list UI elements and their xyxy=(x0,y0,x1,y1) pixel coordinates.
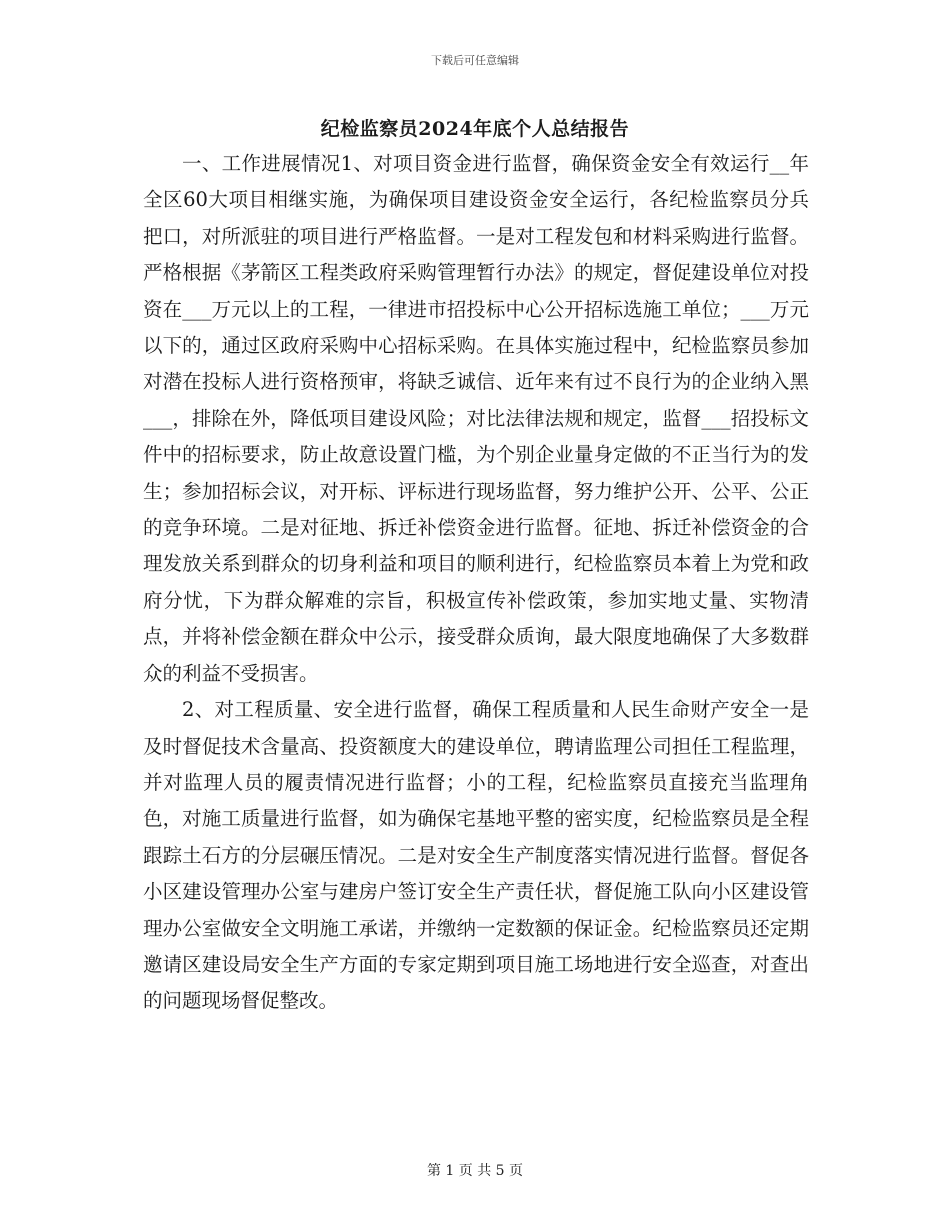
body-paragraph-1: 一、工作进展情况1、对项目资金进行监督，确保资金安全有效运行__年全区60大项目相继实施，为确保项目建设资金安全运行，各纪检监察员分兵把口，对所派驻的项目进行严格监督。一是对工程发包和材料采购进行监督。严格根据《茅箭区工程类政府采购管理暂行办法》的规定，督促建设单位对投资在___万元以上的工程，一律进市招投标中心公开招标选施工单位；___万元以下的，通过区政府采购中心招标采购。在具体实施过程中，纪检监察员参加对潜在投标人进行资格预审，将缺乏诚信、近年来有过不良行为的企业纳入黑___，排除在外，降低项目建设风险；对比法律法规和规定，监督___招投标文件中的招标要求，防止故意设置门槛，为个别企业量身定做的不正当行为的发生；参加招标会议，对开标、评标进行现场监督，努力维护公开、公平、公正的竞争环境。二是对征地、拆迁补偿资金进行监督。征地、拆迁补偿资金的合理发放关系到群众的切身利益和项目的顺利进行，纪检监察员本着上为党和政府分忧，下为群众解难的宗旨，积极宣传补偿政策，参加实地丈量、实物清点，并将补偿金额在群众中公示，接受群众质询，最大限度地确保了大多数群众的利益不受损害。 xyxy=(143,152,809,685)
page-number: 第 1 页 共 5 页 xyxy=(426,1163,524,1179)
document-title: 纪检监察员2024年底个人总结报告 xyxy=(320,118,630,140)
document-body xyxy=(143,146,809,1020)
header-note: 下载后可任意编辑 xyxy=(431,54,519,67)
body-paragraph-2: 2、对工程质量、安全进行监督，确保工程质量和人民生命财产安全一是及时督促技术含量高、投资额度大的建设单位，聘请监理公司担任工程监理，并对监理人员的履责情况进行监督；小的工程，纪检监察员直接充当监理角色，对施工质量进行监督，如为确保宅基地平整的密实度，纪检监察员是全程跟踪土石方的分层碾压情况。二是对安全生产制度落实情况进行监督。督促各小区建设管理办公室与建房户签订安全生产责任状，督促施工队向小区建设管理办公室做安全文明施工承诺，并缴纳一定数额的保证金。纪检监察员还定期邀请区建设局安全生产方面的专家定期到项目施工场地进行安全巡查，对查出的问题现场督促整改。 xyxy=(143,698,809,1013)
